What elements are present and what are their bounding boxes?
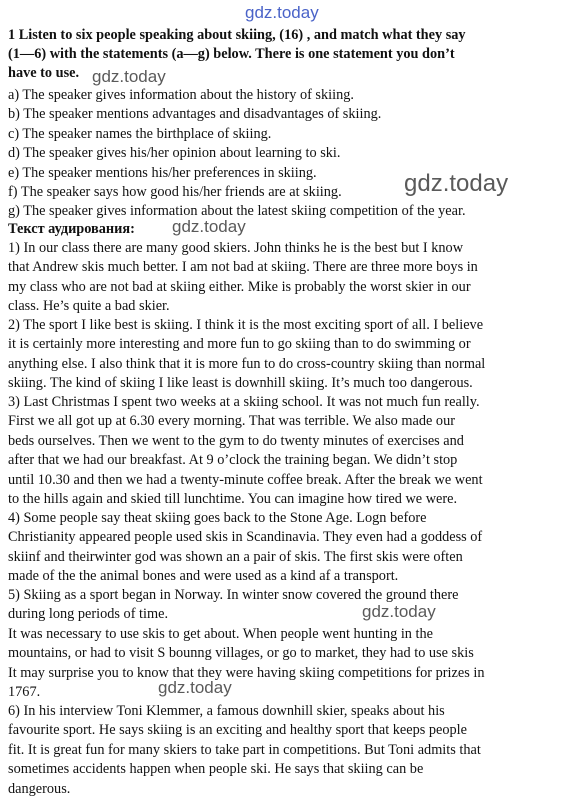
text-line: First we all got up at 6.30 every morning. That was terrible. We also made our bbox=[8, 413, 455, 430]
transcript-paragraph-1 bbox=[8, 239, 568, 317]
transcript-heading: Текст аудирования: bbox=[8, 221, 135, 237]
text-line: my class who are not bad at skiing either. Mike is probably the worst skier in our bbox=[8, 278, 471, 295]
transcript-paragraph-5 bbox=[8, 586, 568, 702]
text-line: it is certainly more interesting and more fun to go skiing than to do swimming or bbox=[8, 336, 471, 353]
text-line: 3) Last Christmas I spent two weeks at a skiing school. It was not much fun really. bbox=[8, 394, 480, 410]
watermark-large: gdz.today bbox=[404, 170, 509, 197]
text-line: that Andrew skis much better. I am not bad at skiing. There are three more boys in bbox=[8, 259, 478, 276]
statement-d: d) The speaker gives his/her opinion about learning to ski. bbox=[8, 145, 341, 162]
text-line: during long periods of time. bbox=[8, 606, 169, 623]
watermark-top: gdz.today bbox=[245, 3, 319, 22]
text-line: 1767. bbox=[8, 684, 41, 701]
text-line: anything else. I also think that it is more fun to do cross-country skiing than normal bbox=[8, 355, 486, 372]
transcript-paragraph-6 bbox=[8, 702, 568, 799]
watermark: gdz.today bbox=[92, 67, 166, 86]
transcript-paragraph-3 bbox=[8, 393, 568, 509]
task-title-line: (1—6) with the statements (a—g) below. There is one statement you don’t bbox=[8, 46, 455, 62]
text-line: It was necessary to use skis to get about. When people went hunting in the bbox=[8, 625, 433, 642]
task-title-line: have to use. bbox=[8, 65, 80, 81]
text-line: 6) In his interview Toni Klemmer, a famous downhill skier, speaks about his bbox=[8, 703, 445, 719]
text-line: to the hills again and skied till lunchtime. You can imagine how tired we were. bbox=[8, 491, 458, 508]
text-line: 4) Some people say theat skiing goes back to the Stone Age. Logn before bbox=[8, 510, 427, 526]
text-line: skiing. The kind of skiing I like least is downhill skiing. It’s much too dangerous. bbox=[8, 375, 473, 392]
statement-g: g) The speaker gives information about the latest skiing competition of the year. bbox=[8, 203, 466, 220]
text-line: mountains, or had to visit S bounng villages, or go to market, they had to use skis bbox=[8, 645, 474, 662]
statement-a: a) The speaker gives information about the history of skiing. bbox=[8, 87, 354, 103]
text-line: Christianity appeared people used skis in Scandinavia. They even had a goddess of bbox=[8, 529, 483, 546]
text-line: after that we had our breakfast. At 9 o’clock the training began. We didn’t stop bbox=[8, 452, 458, 469]
transcript-paragraph-2 bbox=[8, 316, 568, 394]
text-line: made of the the animal bones and were used as a kind af a transport. bbox=[8, 568, 399, 585]
text-line: dangerous. bbox=[8, 780, 71, 797]
statement-e: e) The speaker mentions his/her preferences in skiing. bbox=[8, 164, 317, 181]
watermark: gdz.today bbox=[362, 602, 436, 621]
task-title-line: 1 Listen to six people speaking about skiing, (16) , and match what they say bbox=[8, 27, 466, 43]
statement-f: f) The speaker says how good his/her friends are at skiing. bbox=[8, 184, 342, 201]
watermark: gdz.today bbox=[158, 678, 232, 697]
text-line: sometimes accidents happen when people ski. He says that skiing can be bbox=[8, 761, 424, 778]
statement-c: c) The speaker names the birthplace of skiing. bbox=[8, 125, 272, 142]
text-line: class. He’s quite a bad skier. bbox=[8, 298, 170, 315]
text-line: 2) The sport I like best is skiing. I think it is the most exciting sport of all. I believe bbox=[8, 317, 484, 333]
text-line: until 10.30 and then we had a twenty-minute coffee break. After the break we went bbox=[8, 471, 483, 488]
statement-b: b) The speaker mentions advantages and disadvantages of skiing. bbox=[8, 106, 382, 123]
text-line: It may surprise you to know that they were having skiing competitions for prizes in bbox=[8, 664, 485, 681]
text-line: 1) In our class there are many good skiers. John thinks he is the best but I know bbox=[8, 240, 464, 256]
transcript-paragraph-4 bbox=[8, 509, 568, 587]
text-line: skiinf and theirwinter god was shown an a pair of skis. The first skis were often bbox=[8, 548, 463, 565]
statement-list bbox=[8, 86, 568, 222]
text-line: fit. It is great fun for many skiers to take part in competitions. But Toni admits that bbox=[8, 741, 481, 758]
text-line: beds ourselves. Then we went to the gym to do twenty minutes of exercises and bbox=[8, 432, 464, 449]
watermark: gdz.today bbox=[172, 217, 246, 236]
text-line: favourite sport. He says skiing is an exciting and healthy sport that keeps people bbox=[8, 722, 467, 739]
text-line: 5) Skiing as a sport began in Norway. In winter snow covered the ground there bbox=[8, 587, 459, 603]
